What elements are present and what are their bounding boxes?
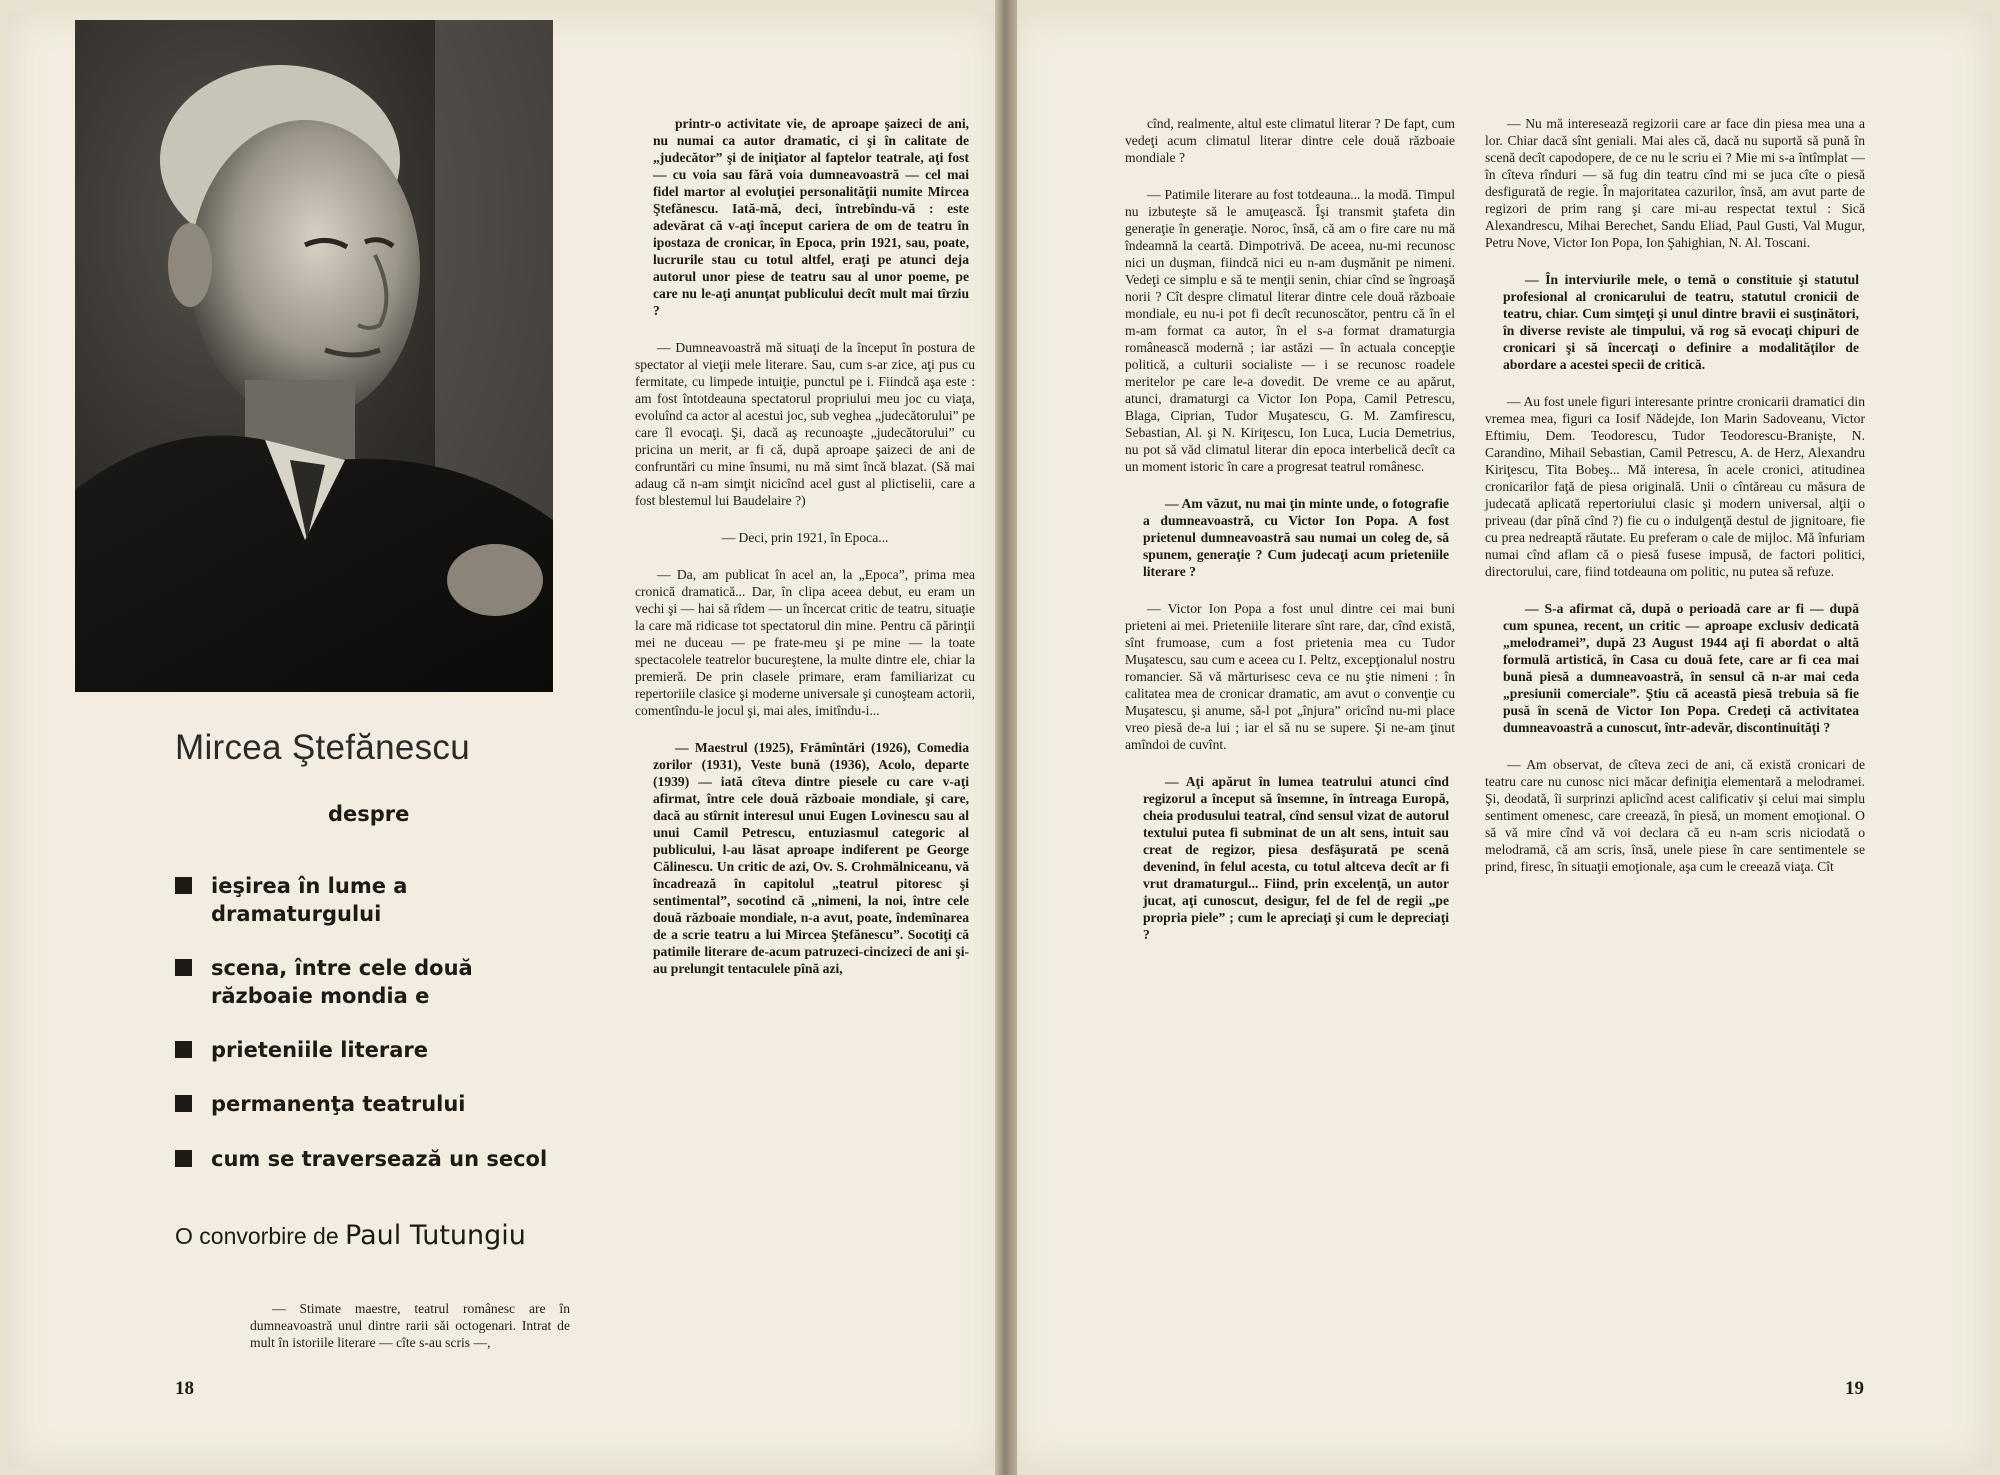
- book-gutter: [995, 0, 1017, 1475]
- question-paragraph: — Am văzut, nu mai ţin minte unde, o fotografie a dumneavoastră, cu Victor Ion Popa. A fost prietenul dumneavoastră sau numai un coleg de, să spunem, generaţie ? Cum judecaţi acum prieteniile literare ?: [1143, 496, 1449, 579]
- bullet-square-icon: [175, 1041, 192, 1058]
- question-paragraph: — S-a afirmat că, după o perioadă care ar fi — după cum spunea, recent, un critic — aproape exclusiv dedicată „melodramei”, după 23 August 1944 aţi fi abordat o altă formulă artistică, în Casa cu două fete, care ar fi cea mai bună piesă a dumneavoastră, în sensul că n-ar mai ceda „presiunii comerciale”. Ştiu că această piesă trebuia să fie pusă în scenă de Victor Ion Popa. Credeţi că activitatea dumneavoastră a cunoscut, într-adevăr, discontinuităţi ?: [1503, 601, 1859, 735]
- answer-paragraph: — Da, am publicat în acel an, la „Epoca”, prima mea cronică dramatică... Dar, în clipa aceea debut, eu eram un vechi şi — hai să rîdem — un încercat critic de teatru, situaţie la care mă ridicase tot spectatorul din mine. Pentru că părinţii mei ne duceau — pe frate-meu şi pe mine — la toate spectacolele teatrelor bucureştene, la multe dintre ele, chiar la premieră. De prin clasele primare, eram familiarizat cu repertoriile clasice şi moderne universale şi cunoşteam actorii, comentîndu-le jocul şi, mai ales, imitîndu-i...: [635, 567, 975, 718]
- topic-text: ieşirea în lume a dramaturgului: [211, 874, 408, 926]
- topic-text: cum se traversează un secol: [211, 1147, 548, 1171]
- answer-paragraph: — Patimile literare au fost totdeauna... la modă. Timpul nu izbuteşte să le amuţească. Îşi transmit ştafeta din generaţie în generaţie. Noroc, însă, că am o fire care nu mă îndeamnă la ceartă. Dimpotrivă. De aceea, nu-mi recunosc nici un duşman, fiindcă nici eu n-am duşmănit pe nimeni. Vedeţi ce simplu e să te menţii senin, chiar cînd se îngroaşă norii ? Cît despre climatul literar dintre cele două războaie mondiale, eu nu-i pot fi decît recunoscător, pentru că în el m-am format ca autor, în el s-a format dramaturgia românească modernă ; iar astăzi — în actuala concepţie politică, a culturii socialiste — i se recunosc roadele meritelor pe care le-a dovedit. De vreme ce au apărut, atunci, dramaturgi ca Victor Ion Popa, Camil Petrescu, Blaga, Ciprian, Tudor Muşatescu, G. M. Zamfirescu, Sebastian, Al. şi N. Kiriţescu, Ion Luca, Lucia Demetrius, nu pot să văd climatul literar din epoca interbelică decît ca un moment istoric în care a progresat teatrul românesc.: [1125, 187, 1455, 474]
- right-column-1: [1125, 115, 1455, 963]
- article-title: Mircea Ştefănescu: [175, 728, 470, 767]
- page-number: 19: [1845, 1378, 1864, 1399]
- question-paragraph: — Aţi apărut în lumea teatrului atunci cînd regizorul a început să însemne, în întreaga Europă, cheia produsului teatral, cînd sensul vizat de autorul textului putea fi subminat de un alt sens, intuit sau creat de regizor, piesa desfăşurată pe scenă devenind, în felul acesta, cu totul altceva decît ar fi vrut dramaturgul... Fiind, prin excelenţă, un autor jucat, aţi cunoscut, desigur, fel de fel de regii „pe propria piele” ; cum le apreciaţi şi cum le depreciaţi ?: [1143, 774, 1449, 942]
- answer-paragraph: — Au fost unele figuri interesante printre cronicarii dramatici din vremea mea, figuri ca Iosif Nădejde, Ion Marin Sadoveanu, Victor Eftimiu, Dem. Teodorescu, Tudor Teodorescu-Branişte, N. Carandino, Mihail Sebastian, Camil Petrescu, A. de Herz, Alexandru Kiriţescu, Tita Bobeş... Mă interesa, în acele cronici, atitudinea cronicarilor faţă de piesa originală. Unii o cîntăreau cu măsura de judecată aplicată repertoriului clasic şi modern universal, alţii o priveau (dar pînă cînd ?) fie cu o indulgenţă destul de jignitoare, fie cu prea nedreaptă răutate. Eu preferam o cale de mijloc. Mă înfuriam numai cînd aflam că o piesă fusese impusă, de factori politici, directorului, care, fiind totdeauna om politic, nu putea să refuze.: [1485, 394, 1865, 579]
- topic-item: [175, 1145, 570, 1173]
- answer-paragraph: — Victor Ion Popa a fost unul dintre cei mai buni prieteni ai mei. Prieteniile literare sînt rare, dar, cînd există, sînt frumoase, cum a fost prietenia mea cu Tudor Muşatescu, sau cum e aceea cu I. Peltz, excepţionalul nostru romancier. Să vă mărturisesc ceva ce nu ştie nimeni : în calitatea mea de cronicar dramatic, am avut o convenţie cu Muşatescu, şi anume, să-l pot „înjura” oricînd nu-mi place vreo piesă de-a lui ; iar el să nu se supere. Şi ne-am ţinut amîndoi de cuvînt.: [1125, 601, 1455, 752]
- page-number: 18: [175, 1378, 194, 1399]
- answer-paragraph: — Nu mă interesează regizorii care ar face din piesa mea una a lor. Chiar dacă sînt geniali. Mai ales că, dacă nu suportă să pună în scenă decît capodopere, de ce nu le scriu ei ? Mie mi s-a întîmplat — în cîteva rînduri — să fug din teatru cînd mi se juca cîte o piesă desfigurată de regie. În majoritatea cazurilor, însă, am avut parte de regizori de prim rang şi care mi-au respectat textul : Sică Alexandrescu, Mihai Berechet, Sandu Eliad, Paul Gusti, Val Mugur, Petru Nove, Victor Ion Popa, Ion Şahighian, N. Al. Toscani.: [1485, 116, 1865, 250]
- left-column-2: [635, 115, 975, 997]
- question-paragraph: printr-o activitate vie, de aproape şaizeci de ani, nu numai ca autor dramatic, ci şi în calitate de „judecător” şi de iniţiator al faptelor teatrale, aţi fost — cu voia sau fără voia dumneavoastră — cel mai fidel martor al evoluţiei personalităţii numite Mircea Ştefănescu. Iată-mă, deci, întrebîndu-vă : este adevărat că v-aţi început cariera de om de teatru în ipostaza de cronicar, în Epoca, prin 1921, sau, poate, lucrurile stau cu totul altfel, eraţi pe atunci deja autorul unor piese de teatru sau al unor poeme, pe care nu le-aţi anunţat publicului decît mult mai tîrziu ?: [653, 116, 969, 318]
- topic-text: scena, între cele două războaie mondia e: [211, 956, 473, 1008]
- question-paragraph: cînd, realmente, altul este climatul literar ? De fapt, cum vedeţi acum climatul literar dintre cele două războaie mondiale ?: [1125, 116, 1455, 165]
- topic-item: [175, 1036, 570, 1064]
- byline: [175, 1220, 526, 1251]
- bullet-square-icon: [175, 1150, 192, 1167]
- question-paragraph: — Deci, prin 1921, în Epoca...: [721, 530, 889, 545]
- topic-item: [175, 1090, 570, 1118]
- bullet-square-icon: [175, 1095, 192, 1112]
- bullet-square-icon: [175, 959, 192, 976]
- question-paragraph: — În interviurile mele, o temă o constituie şi statutul profesional al cronicarului de teatru, statutul cronicii de teatru, chiar. Cum simţeţi şi unul dintre bravii ei susţinători, în diverse reviste ale timpului, vă rog să evocaţi chipuri de cronicari şi să încercaţi o definire a modalităţilor de abordare a acestei specii de critică.: [1503, 272, 1859, 372]
- left-column-1: [250, 1300, 570, 1371]
- paragraph: — Stimate maestre, teatrul românesc are în dumneavoastră unul dintre rarii săi octogenari. Intrat de mult în istoriile literare — cîte s-au scris —,: [250, 1301, 570, 1350]
- byline-author: Paul Tutungiu: [345, 1220, 526, 1251]
- article-subtitle: despre: [328, 802, 410, 826]
- portrait-photo: [75, 20, 553, 692]
- question-paragraph: — Maestrul (1925), Frămîntări (1926), Comedia zorilor (1931), Veste bună (1936), Acolo, departe (1939) — iată cîteva dintre piesele cu care v-aţi afirmat, între cele două războaie mondiale, şi care, dacă au stîrnit interesul unui Eugen Lovinescu sau al unui Camil Petrescu, entuziasmul categoric al publicului, l-au lăsat aproape indiferent pe George Călinescu. Un critic de azi, Ov. S. Crohmălniceanu, vă încadrează în capitolul „teatrul pitoresc şi sentimental”, socotind că „nimeni, la noi, între cele două războaie mondiale, n-a avut, poate, îndemînarea de a scrie teatru a lui Mircea Ştefănescu”. Socotiţi că patimile literare de-acum patruzeci-cincizeci de ani şi-au prelungit tentaculele pînă azi,: [653, 740, 969, 976]
- byline-prefix: O convorbire de: [175, 1223, 339, 1249]
- bullet-square-icon: [175, 877, 192, 894]
- answer-paragraph: — Dumneavoastră mă situaţi de la început în postura de spectator al vieţii mele literare. Sau, cum s-ar zice, aţi pus cu fermitate, cu limpede intuiţie, punctul pe i. Fiindcă aşa este : am fost întotdeauna spectatorul propriului meu joc cu viaţa, evoluînd ca actor al acestui joc, sub veghea „judecătorului” pe care îl evocaţi. Şi, dacă aş recunoaşte „judecătorului” cu pricina un merit, ar fi că, după aproape şaizeci de ani de confruntări cu mine însumi, nu mă simt încă blazat. (Să mai adaug că n-am simţit nicicînd acel gust al plictiselii, care a fost blestemul lui Baudelaire ?): [635, 340, 975, 508]
- right-column-2: [1485, 115, 1865, 895]
- topic-item: [175, 872, 570, 928]
- topic-text: prieteniile literare: [211, 1038, 429, 1062]
- answer-paragraph: — Am observat, de cîteva zeci de ani, că există cronicari de teatru care nu cunosc nici măcar definiţia elementară a melodramei. Şi, deodată, îi surprinzi aplicînd acest calificativ şi celui mai simplu sentiment omenesc, care creează, în piesă, un moment emoţional. O să vă mire cînd vă voi declara că eu n-am scris niciodată o melodramă, că am scris, însă, unele piese în care sentimentele se prind, firesc, în situaţii emoţionale, aşa cum le creează viaţa. Cît: [1485, 757, 1865, 874]
- topic-item: [175, 954, 570, 1010]
- topic-text: permanenţa teatrului: [211, 1092, 466, 1116]
